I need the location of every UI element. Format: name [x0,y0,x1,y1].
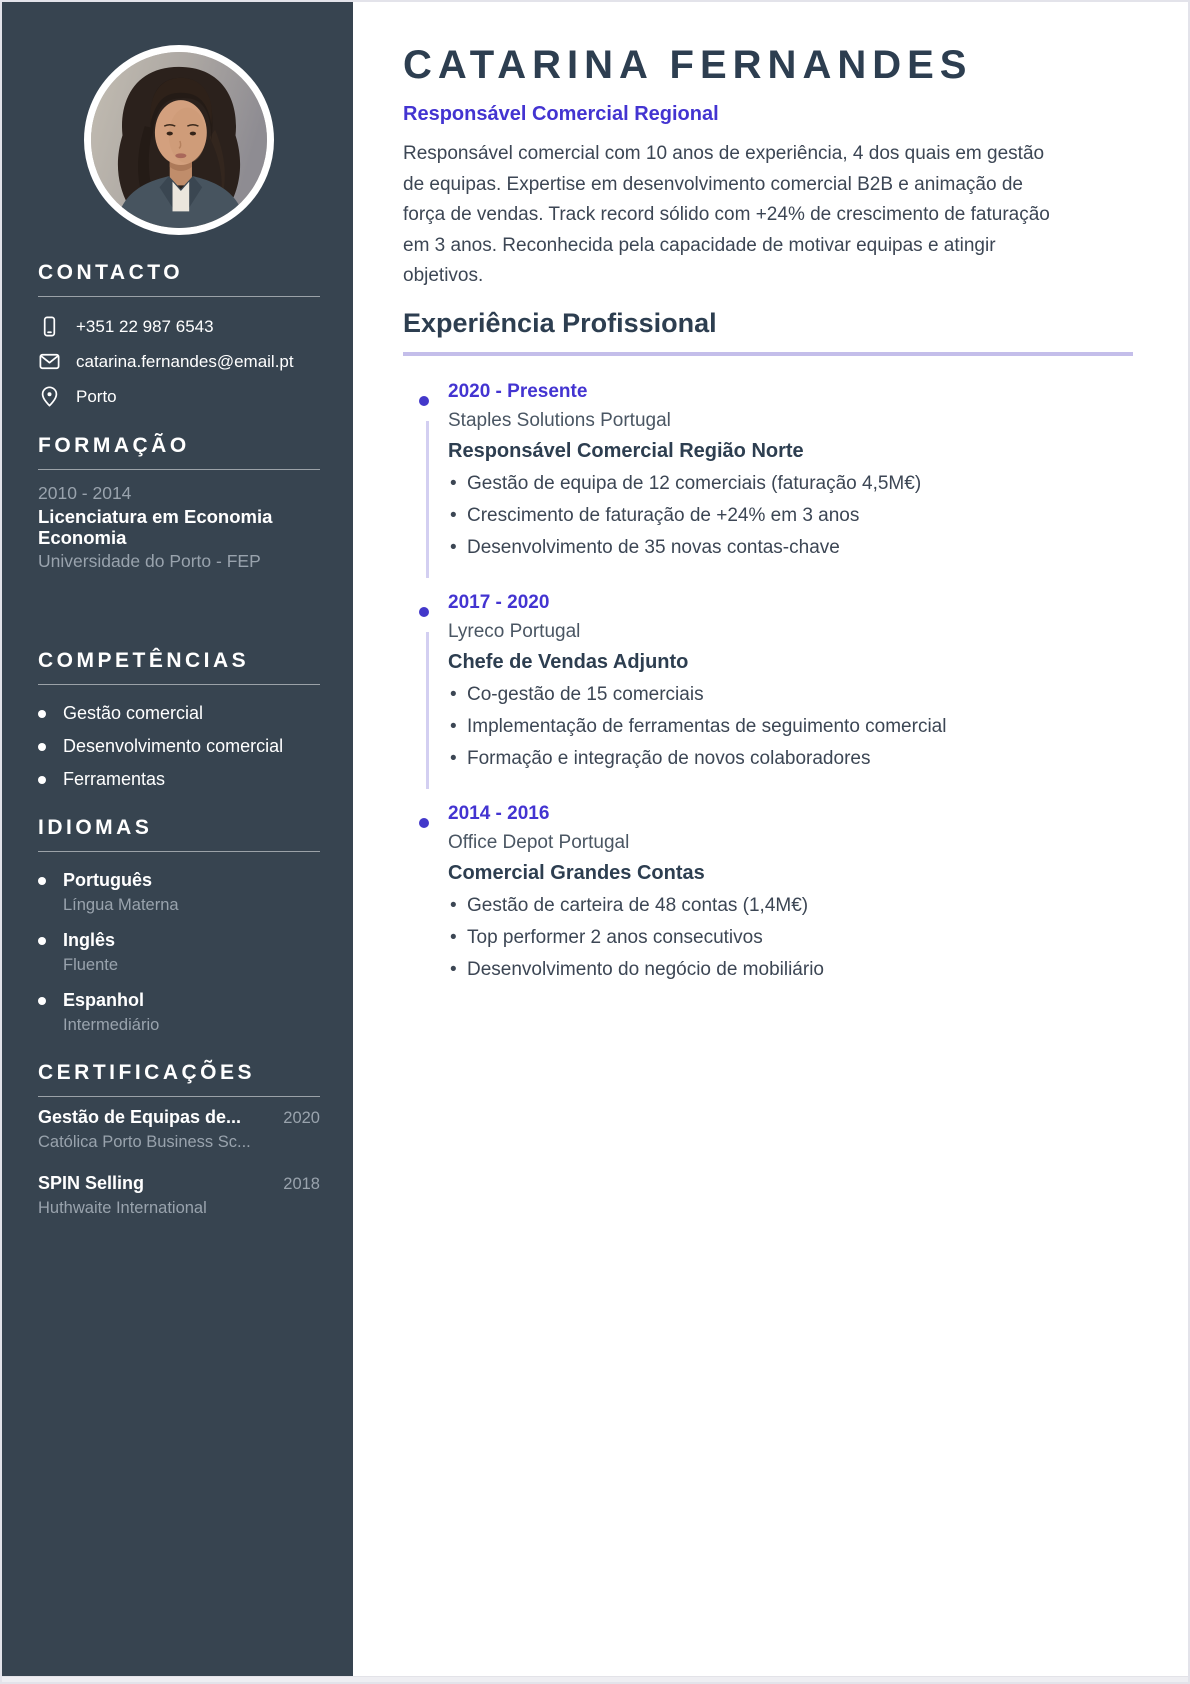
skills-heading: COMPETÊNCIAS [38,649,250,673]
skills-list [38,703,320,790]
certification-item [38,1173,320,1218]
section-divider [38,1096,320,1097]
experience-bullet: • Desenvolvimento do negócio de mobiliário [448,957,1133,982]
certification-name: SPIN Selling [38,1173,145,1194]
certification-year: 2018 [283,1175,320,1194]
timeline-marker [419,607,429,617]
skill-item [38,769,320,790]
experience-period: 2020 - Presente [448,380,588,402]
language-item [38,990,320,1035]
experience-bullet: • Formação e integração de novos colaboradores [448,746,1133,771]
experience-entry [403,590,1133,771]
language-name: Inglês [63,930,116,951]
certifications-heading: CERTIFICAÇÕES [38,1061,256,1085]
experience-bullet: • Gestão de equipa de 12 comerciais (faturação 4,5M€) [448,471,1133,496]
experience-bullets [448,682,1133,771]
contact-phone-text: +351 22 987 6543 [76,316,214,336]
certification-item [38,1107,320,1152]
experience-entry [403,379,1133,560]
languages-section [38,816,320,1035]
contact-email-text: catarina.fernandes@email.pt [76,351,294,371]
contact-location-text: Porto [76,386,117,406]
section-divider [38,296,320,297]
certification-name: Gestão de Equipas de... [38,1107,242,1128]
language-level: Intermediário [63,1016,160,1035]
education-field: Economia [38,526,127,548]
experience-role: Comercial Grandes Contas [448,861,705,884]
experience-company: Staples Solutions Portugal [448,409,671,431]
education-section [38,434,320,573]
profile-summary: Responsável comercial com 10 anos de experiência, 4 dos quais em gestão de equipas. Expertise em desenvolvimento comercial B2B e animação de força de vendas. Track record sólido com +24% de crescimento de faturação em 3 anos. Reconhecida pela capacidade de motivar equipas e atingir objetivos. [403,143,1050,286]
contact-phone-row [38,315,320,338]
bullet-dot [38,937,46,945]
language-name: Espanhol [63,990,145,1011]
section-divider [38,851,320,852]
skill-label: Ferramentas [63,769,166,790]
bullet-dot [38,776,46,784]
education-period: 2010 - 2014 [38,483,132,503]
experience-bullet: • Desenvolvimento de 35 novas contas-chave [448,535,1133,560]
skills-section [38,649,320,790]
experience-bullet: • Top performer 2 anos consecutivos [448,925,1133,950]
bullet-dot [38,997,46,1005]
experience-role: Responsável Comercial Região Norte [448,439,804,462]
experience-period: 2017 - 2020 [448,591,550,613]
contact-section [38,261,320,408]
phone-icon [38,315,61,338]
job-title: Responsável Comercial Regional [403,103,719,125]
page-bottom-edge [2,1676,1188,1682]
experience-bullet: • Gestão de carteira de 48 contas (1,4M€) [448,893,1133,918]
education-school: Universidade do Porto - FEP [38,551,261,572]
location-icon [38,385,61,408]
experience-period: 2014 - 2016 [448,802,550,824]
experience-bullet: • Co-gestão de 15 comerciais [448,682,1133,707]
main-content [353,2,1188,1682]
languages-heading: IDIOMAS [38,816,153,840]
language-item [38,870,320,915]
section-divider [38,684,320,685]
certification-issuer: Huthwaite International [38,1199,207,1218]
skill-item [38,736,320,757]
skill-label: Desenvolvimento comercial [63,736,284,757]
certification-issuer: Católica Porto Business Sc... [38,1133,251,1152]
timeline-marker [419,818,429,828]
language-name: Português [63,870,153,891]
bullet-dot [38,710,46,718]
email-icon [38,350,61,373]
skill-label: Gestão comercial [63,703,204,724]
experience-bullets [448,893,1133,982]
profile-photo [84,45,274,235]
section-divider [38,469,320,470]
education-heading: FORMAÇÃO [38,434,190,457]
portrait-illustration [91,52,267,228]
experience-heading: Experiência Profissional [403,308,1133,356]
contact-email-row [38,350,320,373]
certification-year: 2020 [283,1109,320,1128]
skill-item [38,703,320,724]
experience-company: Lyreco Portugal [448,620,581,642]
page-title: CATARINA FERNANDES [403,43,973,87]
sidebar [2,2,353,1682]
contact-heading: CONTACTO [38,261,184,284]
experience-entry [403,801,1133,982]
experience-bullet: • Crescimento de faturação de +24% em 3 anos [448,503,1133,528]
experience-company: Office Depot Portugal [448,831,630,853]
education-degree: Licenciatura em Economia [38,506,273,527]
language-level: Língua Materna [63,896,179,915]
language-level: Fluente [63,956,119,975]
contact-location-row [38,385,320,408]
bullet-dot [38,743,46,751]
experience-bullet: • Implementação de ferramentas de seguimento comercial [448,714,1133,739]
certifications-section [38,1061,320,1218]
bullet-dot [38,877,46,885]
language-item [38,930,320,975]
experience-bullets [448,471,1133,560]
experience-role: Chefe de Vendas Adjunto [448,650,689,673]
timeline-marker [419,396,429,406]
experience-timeline [403,379,1133,982]
